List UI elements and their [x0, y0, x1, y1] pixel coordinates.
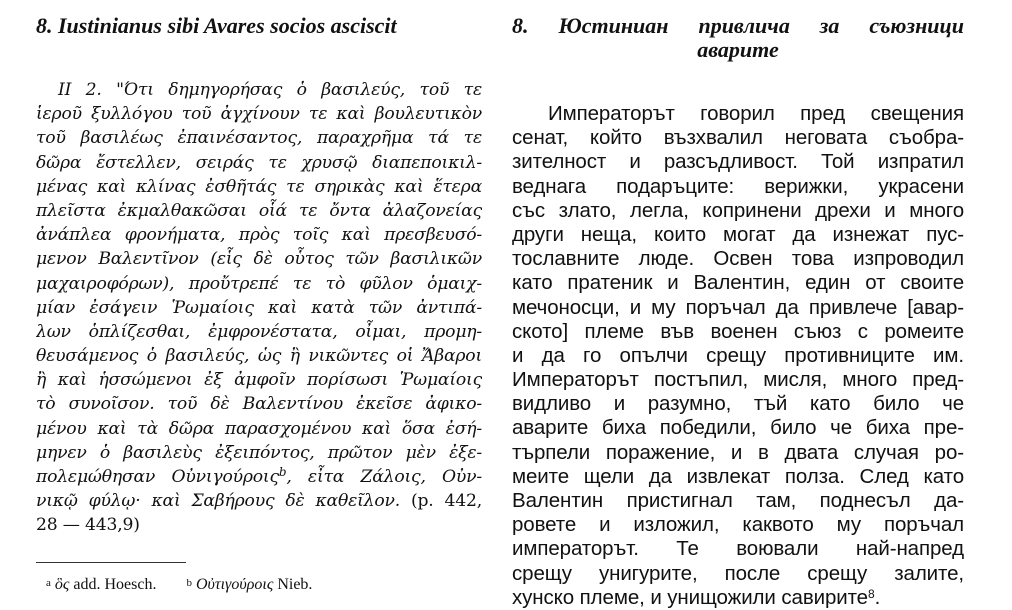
footnote-mark: a [46, 577, 51, 589]
bulgarian-line: аварите биха победили, било че биха пре- [512, 416, 964, 440]
footnote-note: Nieb. [277, 576, 313, 593]
page-reference-end: 28 — 443,9) [36, 515, 140, 536]
footnote-term: ὃς [54, 576, 70, 593]
bulgarian-line: и да го опълчи срещу противниците им. [512, 343, 964, 367]
greek-line: ἢ καὶ ἡσσώμενοι ἐξ ἀμφοῖν πορίσωσι Ῥωμαίοις [36, 370, 482, 391]
bulgarian-text [512, 102, 964, 610]
greek-line: θευσάμενος ὁ βασιλεύς, ὡς ἢ νικῶντες οἱ Ἄβαροι [36, 346, 482, 367]
bulgarian-line: Императорът постъпил, мисля, много пред- [512, 368, 964, 392]
bulgarian-section-heading [512, 14, 964, 62]
greek-line: ἀνάπλεα φρονήματα, πρὸς τοῖς καὶ πρεσβευσό- [36, 225, 482, 246]
greek-line: ἱεροῦ ξυλλόγου τοῦ ἀγχίνουν τε καὶ βουλευτικὸν [36, 104, 482, 125]
greek-column [36, 14, 482, 538]
greek-line: II 2. "Ότι δημηγορήσας ὁ βασιλεύς, τοῦ τε [58, 80, 482, 100]
footnote-note: add. Hoesch. [73, 576, 157, 593]
page-reference: (p. 442, [400, 491, 482, 512]
bulgarian-line: сенат, който възхвалил неговата съобра- [512, 126, 964, 150]
bulgarian-text-span: . [874, 585, 881, 609]
bulgarian-line: други неща, които могат да изнежат пус- [512, 222, 964, 246]
bulgarian-line: ровете и изложил, каквото му поръчал [512, 513, 964, 537]
bulgarian-line: тославните люде. Освен това изпроводил [512, 247, 964, 271]
bulgarian-line: ското] племе във военен съюз с ромеите [512, 319, 964, 343]
greek-text [36, 78, 482, 538]
bulgarian-line: със злато, легла, копринени дрехи и много [512, 198, 964, 222]
greek-line: μαχαιροφόρων), προὔτρεπέ τε τὸ φῦλον ὁμαιχ- [36, 273, 482, 294]
greek-line: δῶρα ἔστελλεν, σειράς τε χρυσῷ διαπεποικιλ- [36, 152, 482, 173]
footnote-ref-b: b [278, 465, 287, 479]
greek-section-heading: 8. Iustinianus sibi Avares socios asciscit [36, 13, 397, 38]
greek-text-span: νικῷ φύλῳ· καὶ Σαβήρους δὲ καθεῖλον. [36, 491, 401, 512]
bulgarian-line: Императорът говорил пред свещения [548, 102, 964, 125]
greek-text-span: , εἶτα Ζάλοις, Οὐν- [286, 467, 482, 487]
greek-line: τὸ συνοῖσον. τοῦ δὲ Βαλεντίνου ἐκεῖσε ἀφικο- [36, 394, 482, 415]
greek-line: μένου καὶ τὰ δῶρα παρασχομένου καὶ ὅσα ἐσή- [36, 418, 482, 439]
heading-line-1: 8. Юстиниан привлича за съюзници [512, 13, 964, 38]
bulgarian-line: като пратеник и Валентин, един от своите [512, 271, 964, 295]
bulgarian-line: видливо и разумно, тъй като било че [512, 392, 964, 416]
footnote-mark: b [186, 577, 192, 589]
footnote-divider [36, 562, 186, 563]
bulgarian-line: търпели поражение, и в двата случая ро- [512, 440, 964, 464]
bulgarian-line: срещу унигурите, после срещу залите, [512, 561, 964, 585]
bulgarian-line [512, 586, 964, 610]
greek-line: μίαν ἐσάγειν Ῥωμαίοις καὶ κατὰ τῶν ἀντιπά- [36, 297, 482, 318]
bulgarian-line: веднага подаръците: верижки, украсени [512, 174, 964, 198]
bulgarian-line: мечоносци, и му поръчал да привлече [авар- [512, 295, 964, 319]
greek-line [36, 489, 482, 513]
bulgarian-column [512, 14, 964, 610]
greek-line: μένας καὶ κλίνας ἐσθῆτάς τε σηρικὰς καὶ ἕτερα [36, 176, 482, 197]
bulgarian-line: императорът. Те воювали най-напред [512, 537, 964, 561]
footnotes [46, 573, 338, 595]
greek-line [36, 465, 482, 489]
footnote-b [186, 576, 312, 593]
greek-line: μηνεν ὁ βασιλεὺς ἐξειπόντος, πρῶτον μὲν ἐξε- [36, 442, 482, 463]
greek-line: τοῦ βασιλέως ἐπαινέσαντος, παραχρῆμα τά τε [36, 128, 482, 149]
bulgarian-line: меите щели да извлекат полза. След като [512, 464, 964, 488]
greek-text-span: πολεμώθησαν Οὐνιγούροις [36, 467, 279, 487]
bulgarian-line: Валентин пристигнал там, поднесъл да- [512, 489, 964, 512]
footnote-ref-8: 8 [867, 586, 875, 601]
greek-line: πλεῖστα ἐκμαλθακῶσαι οἷά τε ὄντα ἀλαζονείας [36, 200, 482, 221]
greek-line: λων ὁπλίζεσθαι, ἐμφρονέστατα, οἶμαι, προμη- [36, 321, 482, 342]
footnote-a [46, 576, 156, 593]
greek-line: μενον Βαλεντῖνον (εἷς δὲ οὗτος τῶν βασιλικῶν [36, 249, 482, 270]
bulgarian-line: зителност и разсъдливост. Той изпратил [512, 150, 964, 174]
footnote-term: Οὐτιγούροις [195, 576, 274, 593]
bulgarian-text-span: хунско племе, и унищожили савирите [512, 585, 868, 609]
heading-line-2: аварите [697, 37, 779, 62]
